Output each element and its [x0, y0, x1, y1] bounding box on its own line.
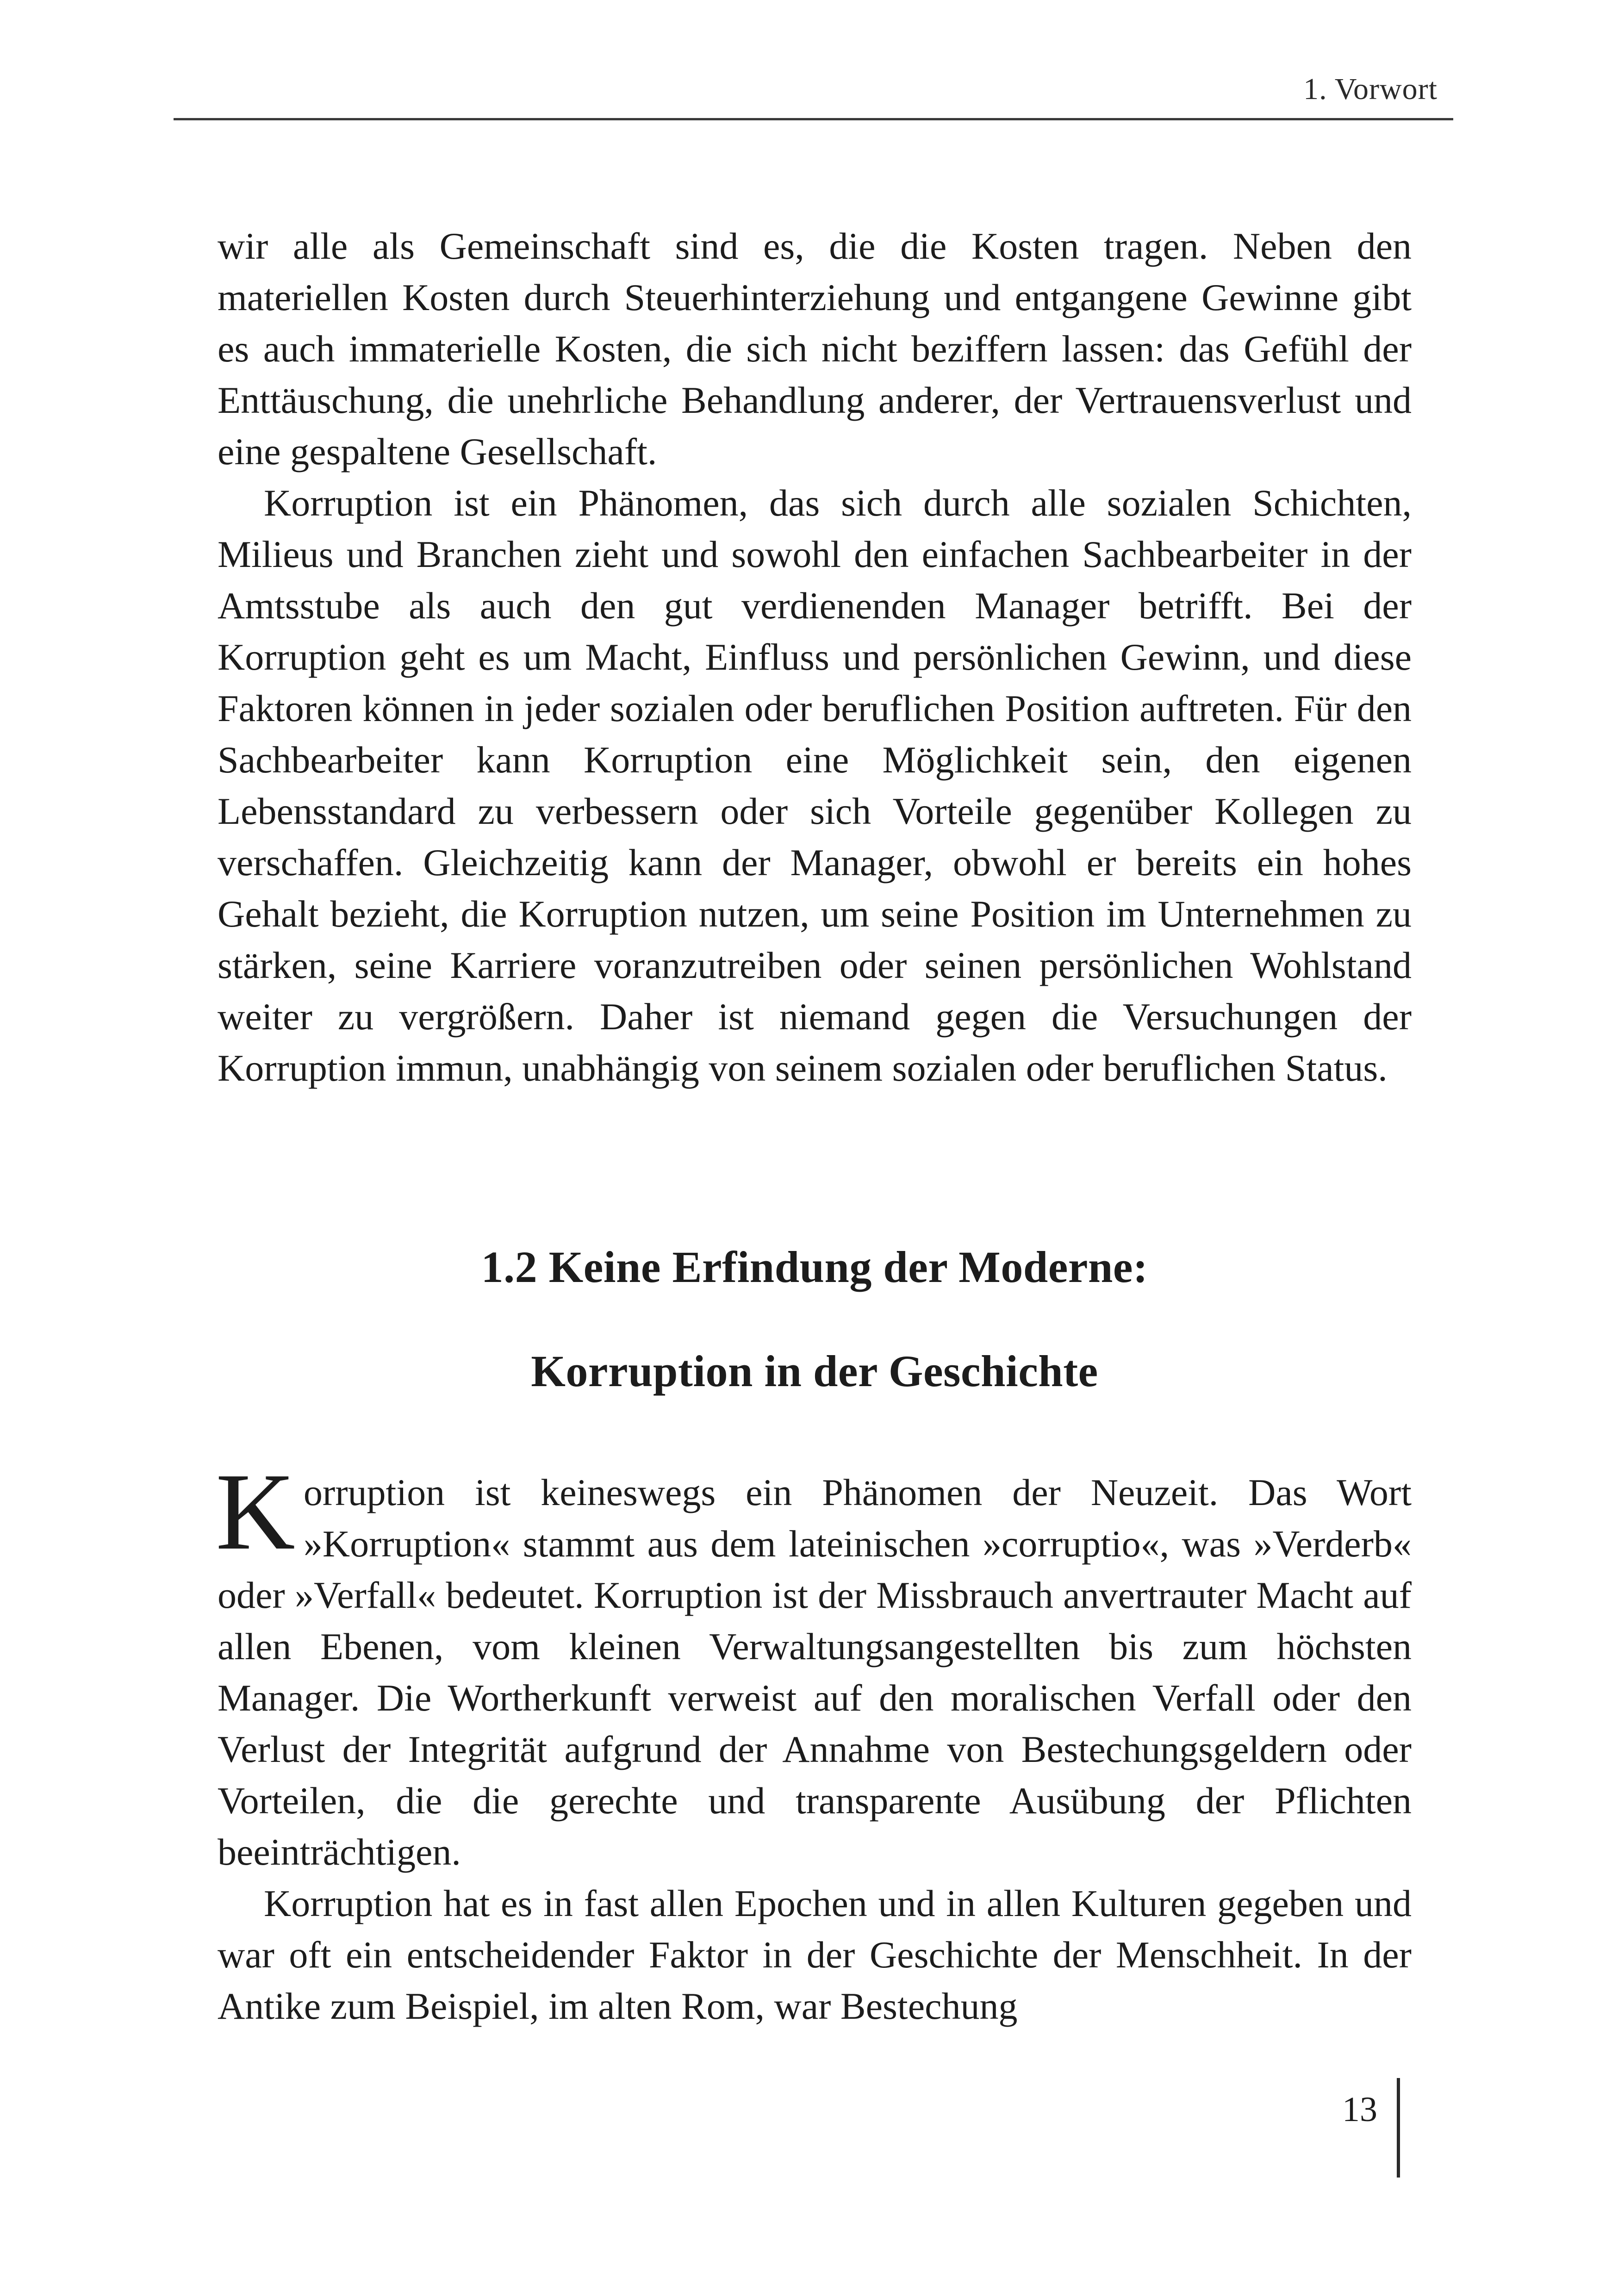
- header-rule: [174, 118, 1453, 120]
- running-head: 1. Vorwort: [1303, 72, 1438, 106]
- paragraph: Korruption hat es in fast allen Epochen und in allen Kulturen gegeben und war oft ein entscheidender Faktor in der Geschichte der Menschheit. In der Antike zum Beispiel, im alten Rom, war Bestechung: [218, 1882, 1412, 2027]
- section-heading-line-1: 1.2 Keine Erfindung der Moderne:: [481, 1242, 1148, 1292]
- page-number: 13: [1342, 2090, 1377, 2129]
- page-number-rule: [1397, 2078, 1400, 2178]
- paragraph-text: orruption ist keineswegs ein Phänomen der Neuzeit. Das Wort »Korruption« stammt aus dem lateinischen »corruptio«, was »Verderb« oder »Verfall« bedeutet. Korruption ist der Missbrauch anvertrauter Macht auf allen Ebenen, vom kleinen Verwaltungsangestellten bis zum höchsten Manager. Die Wortherkunft verweist auf den moralischen Verfall oder den Verlust der Integrität aufgrund der Annahme von Bestechungsgeldern oder Vorteilen, die die gerechte und transparente Ausübung der Pflichten beeinträchtigen.: [218, 1471, 1412, 1873]
- section-heading-line-2: Korruption in der Geschichte: [531, 1346, 1098, 1396]
- text-block-preface-continued: [218, 220, 1412, 1094]
- paragraph: wir alle als Gemeinschaft sind es, die die Kosten tragen. Neben den materiellen Kosten durch Steuerhinterziehung und entgangene Gewinne gibt es auch immaterielle Kosten, die sich nicht beziffern lassen: das Gefühl der Enttäuschung, die unehrliche Behandlung anderer, der Vertrauensverlust und eine gespaltene Gesellschaft.: [218, 225, 1412, 473]
- paragraph-with-dropcap: [216, 1451, 1412, 1878]
- drop-cap: K: [216, 1451, 295, 1573]
- paragraph: Korruption ist ein Phänomen, das sich durch alle sozialen Schichten, Milieus und Branchen zieht und sowohl den einfachen Sachbearbeiter in der Amtsstube als auch den gut verdienenden Manager betrifft. Bei der Korruption geht es um Macht, Einfluss und persönlichen Gewinn, und diese Faktoren können in jeder sozialen oder beruflichen Position auftreten. Für den Sachbearbeiter kann Korruption eine Möglichkeit sein, den eigenen Lebensstandard zu verbessern oder sich Vorteile gegenüber Kollegen zu verschaffen. Gleichzeitig kann der Manager, obwohl er bereits ein hohes Gehalt bezieht, die Korruption nutzen, um seine Position im Unternehmen zu stärken, seine Karriere voranzutreiben oder seinen persönlichen Wohlstand weiter zu vergrößern. Daher ist niemand gegen die Versuchungen der Korruption immun, unabhängig von seinem sozialen oder beruflichen Status.: [218, 482, 1412, 1089]
- text-block-section-1-2: [216, 1451, 1412, 2032]
